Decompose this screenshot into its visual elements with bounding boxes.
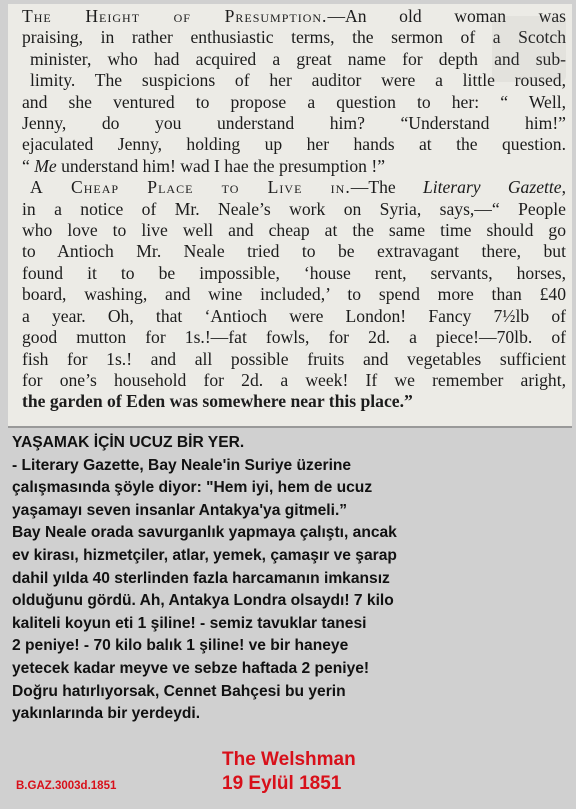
translation-line: ev kirası, hizmetçiler, atlar, yemek, çamaşır ve şarap — [12, 546, 397, 564]
clipping-text-run: Me — [34, 155, 57, 176]
clipping-line — [22, 134, 566, 155]
clipping-line — [22, 156, 566, 177]
clipping-text-run: Literary Gazette — [422, 177, 562, 198]
clipping-text-run: and she ventured to propose a question to her: “ Well, — [22, 91, 566, 112]
clipping-line — [22, 92, 566, 113]
clipping-text-run: understand him! wad I hae the presumption !” — [56, 155, 386, 176]
catalog-number: B.GAZ.3003d.1851 — [16, 780, 117, 792]
turkish-translation — [12, 432, 568, 726]
clipping-text-run: good mutton for 1s.!—fat fowls, for 2d. a piece!—70lb. of — [22, 327, 566, 348]
clipping-line — [22, 241, 566, 262]
translation-line: Doğru hatırlıyorsak, Cennet Bahçesi bu yerin — [12, 682, 346, 700]
translation-line: yetecek kadar meyve ve sebze haftada 2 peniye! — [12, 659, 370, 677]
clipping-text-run: for one’s household for 2d. a week! If we remember aright, — [22, 369, 566, 390]
clipping-line — [22, 263, 566, 284]
clipping-line — [22, 177, 566, 198]
clipping-text-run: praising, in rather enthusiastic terms, the sermon of a Scotch — [22, 27, 566, 48]
translation-line: yakınlarında bir yerdeydi. — [12, 705, 201, 723]
publication-date: 19 Eylül 1851 — [222, 773, 342, 794]
translation-line: çalışmasında şöyle diyor: "Hem iyi, hem de ucuz — [12, 479, 373, 497]
clipping-text-run: fish for 1s.! and all possible fruits and vegetables sufficient — [22, 348, 566, 369]
clipping-text-run: —An old woman was — [327, 6, 566, 26]
translation-line: - Literary Gazette, Bay Neale'in Suriye üzerine — [12, 456, 352, 474]
clipping-text-run: board, washing, and wine included,’ to spend more than £40 — [22, 284, 566, 305]
clipping-line — [22, 49, 566, 70]
clipping-text-run: the garden of Eden was somewhere near this place.” — [22, 391, 413, 412]
clipping-text-run: to Antioch Mr. Neale tried to be extravagant there, but — [22, 241, 566, 262]
clipping-line — [22, 349, 566, 370]
clipping-line — [22, 391, 566, 412]
translation-line: Bay Neale orada savurganlık yapmaya çalıştı, ancak — [12, 524, 397, 542]
clipping-text-run: a year. Oh, that ‘Antioch were London! Fancy 7½lb of — [22, 305, 566, 326]
clipping-text-run: found it to be impossible, ‘house rent, servants, horses, — [22, 262, 566, 283]
clipping-text-run: Jenny, do you understand him? “Understand him!” — [22, 113, 566, 134]
translation-heading: YAŞAMAK İÇİN UCUZ BİR YER. — [12, 434, 245, 451]
clipping-text-run: The Height of Presumption. — [22, 6, 328, 26]
clipping-line — [22, 6, 566, 27]
clipping-text-run: minister, who had acquired a great name for depth and sub- — [30, 48, 566, 69]
clipping-text — [22, 6, 566, 413]
divider — [8, 426, 572, 428]
translation-line: yaşamayı seven insanlar Antakya'ya gitmeli.” — [12, 501, 348, 519]
clipping-line — [22, 284, 566, 305]
clipping-text-run: who love to live well and cheap at the same time should go — [22, 220, 566, 241]
translation-line: 2 peniye! - 70 kilo balık 1 şiline! ve bir haneye — [12, 637, 349, 655]
clipping-line — [22, 113, 566, 134]
clipping-line — [22, 306, 566, 327]
clipping-text-run: limity. The suspicions of her auditor were a little roused, — [30, 70, 566, 91]
clipping-line — [22, 220, 566, 241]
clipping-text-run: ejaculated Jenny, holding up her hands at the question. — [22, 134, 566, 155]
translation-line: olduğunu gördü. Ah, Antakya Londra olsaydı! 7 kilo — [12, 592, 394, 610]
clipping-line — [22, 199, 566, 220]
clipping-line — [22, 27, 566, 48]
clipping-line — [22, 370, 566, 391]
clipping-text-run: —The — [350, 177, 423, 198]
clipping-line — [22, 327, 566, 348]
clipping-text-run: , — [561, 177, 567, 198]
clipping-text-run: A Cheap Place to Live in. — [30, 177, 351, 198]
newspaper-clipping — [8, 4, 572, 426]
clipping-text-run: “ — [22, 155, 35, 176]
clipping-line — [22, 70, 566, 91]
translation-line: kaliteli koyun eti 1 şiline! - semiz tavuklar tanesi — [12, 614, 367, 632]
clipping-text-run: in a notice of Mr. Neale’s work on Syria, says,—“ People — [22, 198, 566, 219]
archive-logo-watermark — [492, 16, 566, 82]
newspaper-name: The Welshman — [222, 749, 356, 770]
translation-line: dahil yılda 40 sterlinden fazla harcamanın imkansız — [12, 569, 390, 587]
